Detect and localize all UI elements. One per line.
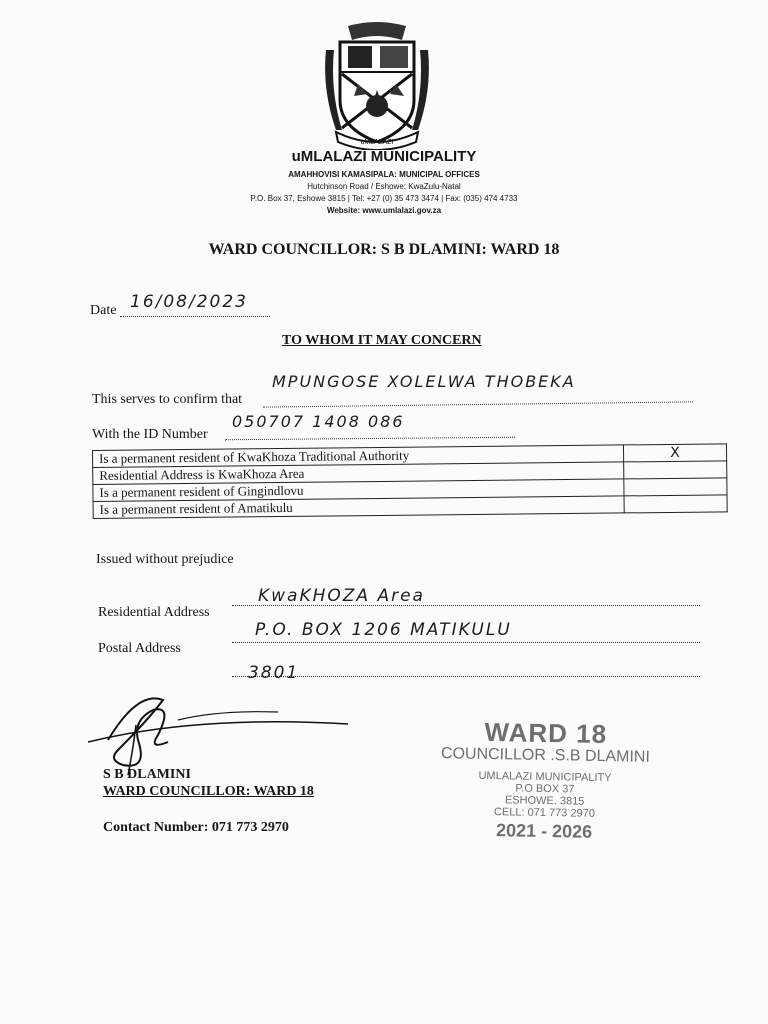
municipality-name: uMLALAZI MUNICIPALITY <box>291 148 477 165</box>
document-title: WARD COUNCILLOR: S B DLAMINI: WARD 18 <box>208 241 560 258</box>
postal-address-line1: P.O. BOX 1206 MATIKULU <box>255 620 512 640</box>
check-mark-cell <box>624 495 727 513</box>
check-mark-cell <box>624 478 727 496</box>
residential-address-label: Residential Address <box>98 605 210 620</box>
date-dotted-line <box>120 316 270 317</box>
handwritten-signature <box>78 680 358 780</box>
table-cell: Is a permanent resident of Gingindlovu <box>93 479 624 502</box>
stamp-ward: WARD 18 <box>484 716 608 750</box>
residential-address-value: KwaKHOZA Area <box>258 586 425 606</box>
residency-table <box>92 443 728 519</box>
website-text: Website: www.umlalazi.gov.za <box>326 206 442 215</box>
signatory-title: WARD COUNCILLOR: WARD 18 <box>103 784 314 799</box>
id-label: With the ID Number <box>92 427 208 442</box>
table-cell: Is a permanent resident of KwaKhoza Traditional Authority <box>93 445 624 468</box>
stamp-po-box: P.O BOX 37 <box>515 782 575 796</box>
contact-number: Contact Number: 071 773 2970 <box>103 820 289 835</box>
date-value: 16/08/2023 <box>130 292 248 312</box>
subject-heading: TO WHOM IT MAY CONCERN <box>282 333 482 348</box>
date-label: Date <box>90 303 117 318</box>
postal-address-label: Postal Address <box>98 641 181 656</box>
id-number-value: 050707 1408 086 <box>232 412 405 431</box>
confirm-name-value: MPUNGOSE XOLELWA THOBEKA <box>272 372 576 391</box>
id-dotted-line <box>225 437 515 441</box>
postal-address-line2: 3801 <box>248 663 300 683</box>
confirm-dotted-line <box>263 401 693 407</box>
stamp-councillor: COUNCILLOR .S.B DLAMINI <box>440 745 651 766</box>
signatory-name: S B DLAMINI <box>103 767 191 782</box>
municipal-offices: AMAHHOVISI KAMASIPALA: MUNICIPAL OFFICES <box>288 170 480 179</box>
stamp-town: ESHOWE. 3815 <box>504 794 585 808</box>
stamp-term: 2021 - 2026 <box>495 820 593 842</box>
issued-text: Issued without prejudice <box>96 552 234 567</box>
table-cell: Residential Address is KwaKhoza Area <box>93 462 624 485</box>
office-address: Hutchinson Road / Eshowe: KwaZulu-Natal <box>307 182 461 191</box>
check-mark-cell <box>624 461 727 479</box>
stamp-cell: CELL: 071 773 2970 <box>493 806 595 820</box>
contact-line: P.O. Box 37, Eshowe 3815 | Tel: +27 (0) 35 473 3474 | Fax: (035) 474 4733 <box>250 194 518 203</box>
check-mark-cell: X <box>623 444 726 462</box>
confirm-label: This serves to confirm that <box>92 392 243 407</box>
ward-councillor-stamp <box>399 715 691 844</box>
table-cell: Is a permanent resident of Amatikulu <box>93 496 624 519</box>
svg-text:uMLALAZI: uMLALAZI <box>360 139 394 146</box>
postal-dotted-line-2 <box>232 676 700 677</box>
postal-dotted-line-1 <box>232 642 700 643</box>
municipal-crest-logo <box>318 20 436 150</box>
stamp-municipality: UMLALAZI MUNICIPALITY <box>478 769 612 785</box>
